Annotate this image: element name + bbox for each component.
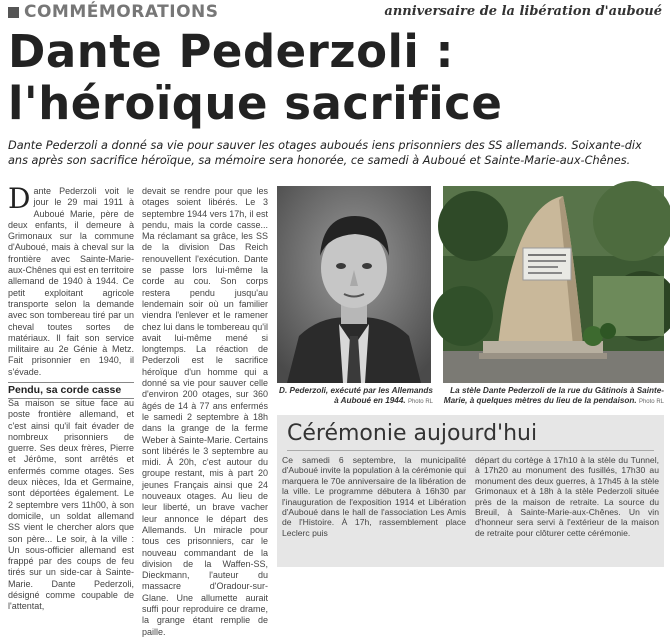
- stele-caption: [443, 386, 664, 407]
- article-column-1-continued: [8, 398, 134, 612]
- ceremony-title: Cérémonie aujourd'hui: [287, 421, 538, 446]
- ceremony-column-2: départ du cortège à 17h10 à la stèle du Tunnel, à 17h20 au monument des fusillés, 17h30 au monument des deux guerres, à 17h45 à la stèle Grimonaux et à 18h à la stèle Pederzoli située près de la maison de retraite. La source du Breuil, à Sainte-Marie-aux-Chênes. Un vin d'honneur sera servi à l'extérieur de la maison de retraite pour clôturer cette cérémonie.: [475, 455, 659, 538]
- stele-caption-text: La stèle Dante Pederzoli de la rue du Gâtinois à Sainte-Marie, à quelques mètres du lieu de la pendaison.: [443, 386, 664, 405]
- article-column-1: [8, 182, 134, 382]
- article-paragraph-2: Sa maison se situe face au poste frontière allemand, et c'est ainsi qu'il fait évader de nombreux prisonniers de guerre. Ses deux frères, Pierre et Jérôme, sont arrêtés et enfermés comme otages. Ses deux nièces, Ida et Germaine, sont déportées également. Le 2 septembre vers 11h00, à son domicile, un soldat allemand SS vient le chercher alors que son père... Le soir, à la ville : Un sous-officier allemand est frappé par des coups de feu tirés sur un side-car à Sainte-Marie. Dante Pederzoli, désigné comme coupable de l'attentat,: [8, 398, 134, 612]
- rubrique-label: COMMÉMORATIONS: [24, 2, 219, 22]
- ceremony-divider: [287, 450, 654, 451]
- portrait-caption: [277, 386, 433, 407]
- portrait-illustration: [277, 186, 431, 383]
- subheading: Pendu, sa corde casse: [8, 382, 134, 399]
- stele-photo: [443, 186, 664, 383]
- stele-illustration: [443, 186, 664, 383]
- ceremony-column-1: Ce samedi 6 septembre, la municipalité d'Auboué invite la population à la cérémonie qui marquera le 70e anniversaire de la libération de la ville. Le programme débutera à 16h30 par l'inauguration de l'exposition 1914 et Libération d'Auboué dans le hall de l'association Les Amis de l'Histoire. À 17h, rassemblement place Leclerc puis: [282, 455, 466, 538]
- portrait-photo: [277, 186, 431, 383]
- ceremony-box: [277, 415, 664, 567]
- kicker: anniversaire de la libération d'auboué: [384, 4, 662, 19]
- stele-credit: Photo RL: [638, 399, 664, 405]
- page-header: [0, 0, 670, 26]
- rubrique-square-icon: [8, 7, 19, 18]
- article-column-2: [142, 186, 268, 637]
- article-paragraph-1: ante Pederzoli voit le jour le 29 mai 1911 à Auboué Marie, père de deux enfants, il demeure à Grimonaux sur la commune d'Auboué, mais à cheval sur la frontière avec Sainte-Marie-aux-Chênes qui est en territoire allemand de 1940 à 1944. Ce petit exploitant agricole transporte selon la demande avec son tombereau tiré par un cheval toutes sortes de matériaux. Il fait son service militaire au 2e Génie à Metz. Fait prisonnier en 1940, il s'évade.: [8, 186, 134, 377]
- article-paragraph-3: devait se rendre pour que les otages soient libérés. Le 3 septembre 1944 vers 17h, il est pendu, mais la corde casse... Ma réclamant sa grâce, les SS de la division Das Reich renouvellent l'exécution. Dante se passe lors lui-même la corde au cou. Son corps restera pendu jusqu'au lendemain soir où un familier viendra l'enlever et le ramener chez lui dans le tombereau qu'il avait lui-même mené si longtemps. La réaction de Pederzoli est le sacrifice héroïque d'un homme qui a donné sa vie pour sauver celle d'environ 200 otages, sur 360 âgés de 14 à 77 ans enfermés le samedi 2 septembre à 18h dans la grange de la ferme Weber à Sainte-Marie. Certains sont libérés le 3 septembre au midi. À 20h, c'est autour du groupe restant, mis à part 20 jeunes Français ainsi que 24 nouveaux otages. Au lieu de leur liberté, un brave vacher leur annonce le départ des Allemands. Un miracle pour tous ces prisonniers, car le nouveau commandant de la division de la Waffen-SS, Dieckmann, l'auteur du massacre d'Oradour-sur-Glane. Une allumette aurait suffi pour reproduire ce drame, la grange étant remplie de paille.: [142, 186, 268, 637]
- dropcap: D: [8, 182, 31, 215]
- portrait-credit: Photo RL: [407, 399, 433, 405]
- headline-line-1: Dante Pederzoli :: [8, 25, 454, 78]
- portrait-caption-text: D. Pederzoli, exécuté par les Allemands à Auboué en 1944.: [279, 386, 433, 405]
- headline-line-2: l'héroïque sacrifice: [8, 77, 503, 130]
- lead-paragraph: Dante Pederzoli a donné sa vie pour sauver les otages auboués iens prisonniers des SS allemands. Soixante-dix ans après son sacrifice héroïque, sa mémoire sera honorée, ce samedi à Auboué et Sainte-Marie-aux-Chênes.: [8, 139, 642, 167]
